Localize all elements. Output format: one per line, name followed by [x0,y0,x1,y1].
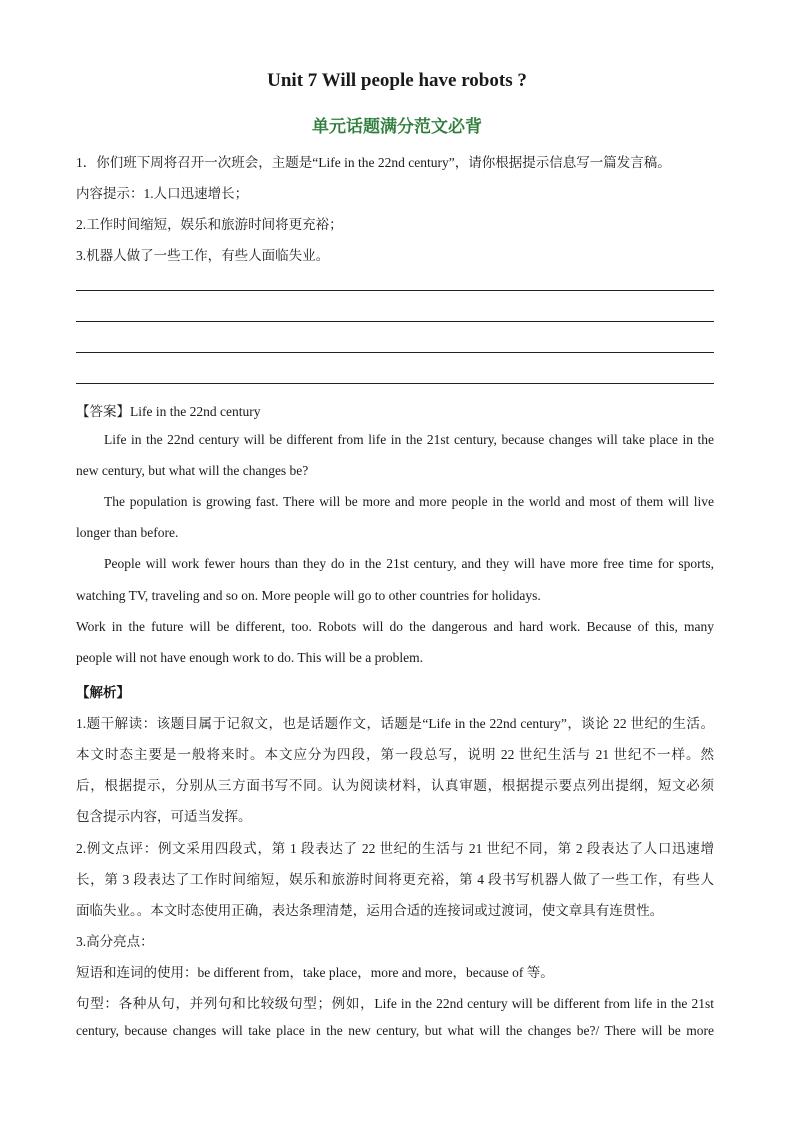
question-prompt: 1．你们班下周将召开一次班会，主题是“Life in the 22nd century”，请你根据提示信息写一篇发言稿。 [76,155,671,170]
analysis-s1-line1: 1.题干解读：该题目属于记叙文，也是话题作文，话题是“Life in the 22nd century”，谈论 22 世纪的生活。 [76,716,714,731]
analysis-s1-line4: 包含提示内容，可适当发挥。 [76,809,252,824]
analysis-s3-line4: century, because changes will take place in the new century, but what will the changes be?/ There will be more [76,1023,714,1038]
page-title: Unit 7 Will people have robots ? [267,70,527,91]
answer-p4-line2: people will not have enough work to do. This will be a problem. [76,650,423,665]
answer-p2-line1: The population is growing fast. There will be more and more people in the world and most of them will live [104,494,714,509]
answer-p3-line1: People will work fewer hours than they do in the 21st century, and they will have more free time for sports, [104,556,714,571]
analysis-s2-line3: 面临失业。。本文时态使用正确，表达条理清楚，运用合适的连接词或过渡词，使文章具有连贯性。 [76,903,664,918]
analysis-s3-line2: 短语和连词的使用：be different from，take place，more and more，because of 等。 [76,965,554,980]
analysis-s2-line1: 2.例文点评：例文采用四段式，第 1 段表达了 22 世纪的生活与 21 世纪不同，第 2 段表达了人口迅速增 [76,841,714,856]
analysis-s3-line3: 句型：各种从句，并列句和比较级句型；例如，Life in the 22nd century will be different from life in the 21st [76,996,714,1011]
analysis-s3-line1: 3.高分亮点： [76,934,154,949]
hint-line-2: 2.工作时间缩短，娱乐和旅游时间将更充裕； [76,217,343,232]
answer-p3-line2: watching TV, traveling and so on. More people will go to other countries for holidays. [76,588,541,603]
analysis-s1-line2: 本文时态主要是一般将来时。本文应分为四段，第一段总写，说明 22 世纪生活与 21 世纪不一样。然 [76,747,714,762]
answer-rule-1 [76,290,714,291]
analysis-label: 【解析】 [76,685,130,700]
analysis-s2-line2: 长，第 3 段表达了工作时间缩短，娱乐和旅游时间将更充裕，第 4 段书写机器人做了一些工作，有些人 [76,872,714,887]
answer-p2-line2: longer than before. [76,525,179,540]
analysis-s1-line3: 后，根据提示，分别从三方面书写不同。认为阅读材料，认真审题，根据提示要点列出提纲，短文必须 [76,778,714,793]
answer-p1-line2: new century, but what will the changes be? [76,463,309,478]
answer-rule-4 [76,383,714,384]
page-subtitle: 单元话题满分范文必背 [312,117,482,136]
hint-line-3: 3.机器人做了一些工作，有些人面临失业。 [76,248,330,263]
answer-label: 【答案】Life in the 22nd century [76,404,261,419]
hint-line-1: 内容提示：1.人口迅速增长； [76,186,249,201]
answer-rule-2 [76,321,714,322]
answer-p1-line1: Life in the 22nd century will be different from life in the 21st century, because changes will take place in the [104,432,714,447]
answer-rule-3 [76,352,714,353]
answer-p4-line1: Work in the future will be different, too. Robots will do the dangerous and hard work. Because of this, many [76,619,714,634]
